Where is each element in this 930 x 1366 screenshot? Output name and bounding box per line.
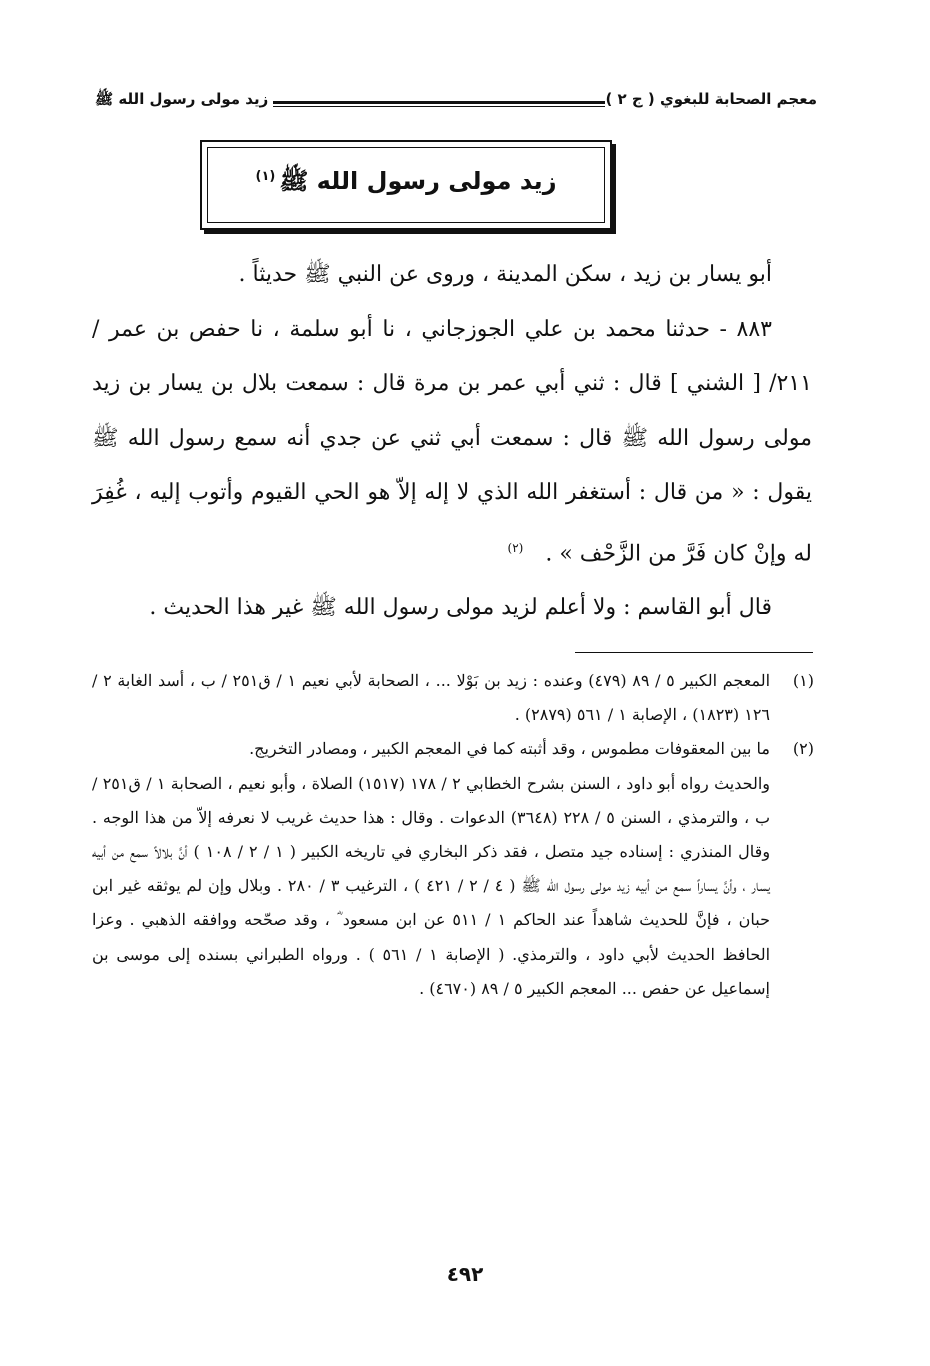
main-text	[92, 248, 812, 636]
footnote-text	[92, 732, 770, 1006]
page-number: ٤٩٢	[446, 1262, 484, 1286]
entry-title-text: زيد مولى رسول الله ﷺ	[279, 167, 557, 195]
entry-title-frame	[207, 147, 605, 223]
entry-title-footnote-marker: (١)	[255, 169, 276, 184]
footnotes	[92, 664, 814, 1006]
hadith-text: ٨٨٣ - حدثنا محمد بن علي الجوزجاني ، نا أبو سلمة ، نا حفص بن عمر /٢١١/ [ الشني ] قال : ثني أبي عمر بن مرة قال : سمعت بلال بن يسار بن زيد مولى رسول الله ﷺ قال : سمعت أبي ثني عن جدي أنه سمع رسول الله ﷺ يقول : « من قال : أستغفر الله الذي لا إله إلاّ هو الحي القيوم وأتوب إليه ، غُفِرَ له وإنْ كان فَرَّ من الزَّحْف » .	[92, 316, 812, 566]
footnote-1	[92, 664, 814, 732]
running-header-book-title: معجم الصحابة للبغوي ( ج ٢ )	[605, 90, 817, 108]
footnote-paragraph: المعجم الكبير ٥ / ٨٩ (٤٧٩) وعنده : زيد بن بَوْلا ... ، الصحابة لأبي نعيم ١ / ق٢٥١ / ب ، أسد الغابة ٢ / ١٢٦ (١٨٢٣) ، الإصابة ١ / ٥٦١ (٢٨٧٩) .	[92, 671, 771, 725]
footnote-paragraph: والحديث رواه أبو داود ، السنن بشرح الخطابي ٢ / ١٧٨ (١٥١٧) الصلاة ، وأبو نعيم ، الصحابة ١ / ق٢٥١ / ب ، والترمذي ، السنن ٥ / ٢٢٨ (٣٦٤٨) الدعوات . وقال : هذا حديث غريب لا نعرفه إلاّ من هذا الوجه . وقال المنذري : إسناده جيد متصل ، فقد ذكر البخاري في تاريخه الكبير ( ١ / ٢ / ١٠٨ ) أنَّ بلالاً سمع من أبيه يسار ، وأنَّ يساراً سمع من أبيه زيد مولى رسول الله ﷺ ( ٤ / ٢ / ٤٢١ ) ، الترغيب ٣ / ٢٨٠ . وبلال وإن لم يوثقه غير ابن حبان ، فإنَّ للحديث شاهداً عند الحاكم ١ / ٥١١ عن ابن مسعود ؓ ، وقد صحّحه ووافقه الذهبي . وعزا الحافظ الحديث لأبي داود ، والترمذي. ( الإصابة ١ / ٥٦١ ) . ورواه الطبراني بسنده إلى موسى بن إسماعيل عن حفص ... المعجم الكبير ٥ / ٨٩ (٤٦٧٠) .	[92, 773, 771, 998]
footnote-number: (٢)	[792, 739, 814, 759]
hadith-paragraph	[92, 303, 812, 582]
footnote-paragraph: ما بين المعقوفات مطموس ، وقد أثبته كما في المعجم الكبير ، ومصادر التخريج.	[249, 739, 770, 759]
running-header-entry-title: زيد مولى رسول الله ﷺ	[95, 90, 269, 108]
footnote-number: (١)	[792, 671, 814, 690]
footnote-text	[92, 664, 770, 732]
hadith-footnote-marker: (٢)	[507, 540, 524, 555]
running-header	[95, 88, 817, 118]
intro-paragraph: أبو يسار بن زيد ، سكن المدينة ، وروى عن النبي ﷺ حديثاً .	[238, 262, 772, 287]
footnote-2	[92, 732, 814, 1006]
running-header-rule	[273, 101, 605, 107]
closing-paragraph: قال أبو القاسم : ولا أعلم لزيد مولى رسول الله ﷺ غير هذا الحديث .	[149, 595, 772, 621]
entry-title	[255, 166, 556, 201]
entry-title-box	[200, 140, 612, 230]
footnote-separator	[575, 652, 813, 653]
